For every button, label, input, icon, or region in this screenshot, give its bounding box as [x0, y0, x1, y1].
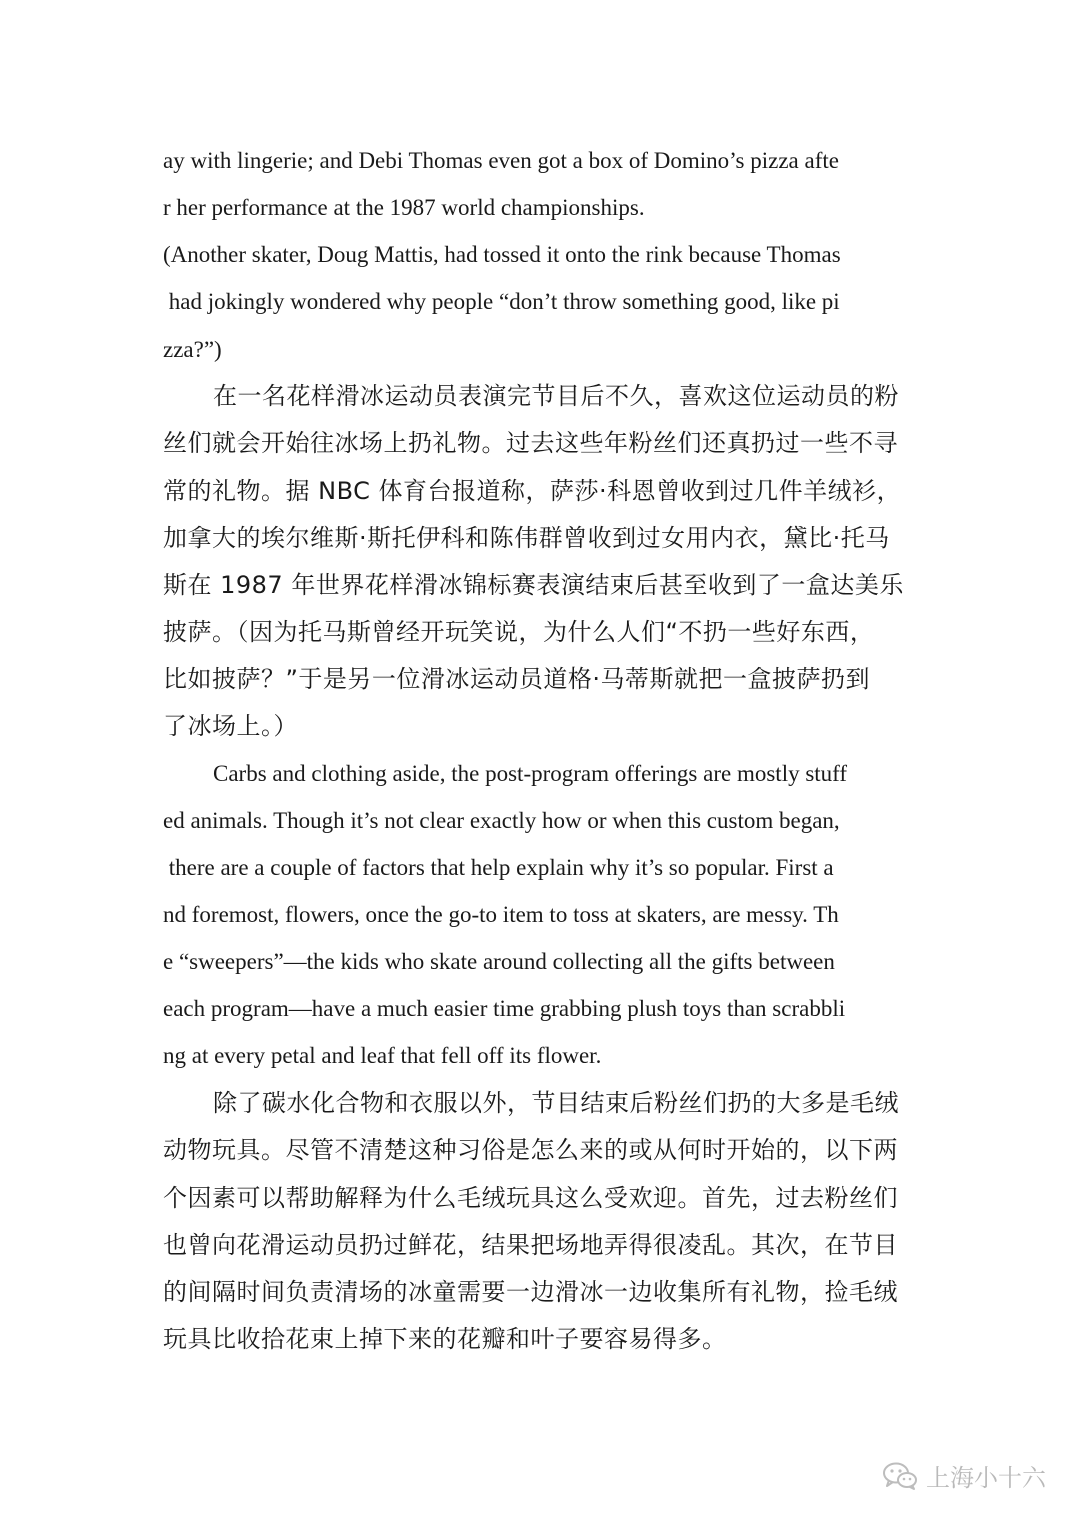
text-line: 常的礼物。据 NBC 体育台报道称，萨莎·科恩曾收到过几件羊绒衫， [163, 477, 902, 505]
text-line: 也曾向花滑运动员扔过鲜花，结果把场地弄得很凌乱。其次，在节目 [163, 1231, 898, 1259]
text-line: Carbs and clothing aside, the post-program offerings are mostly stuff [213, 761, 848, 786]
wechat-icon [882, 1461, 918, 1491]
text-line: 了冰场上。） [163, 712, 298, 740]
text-line: 丝们就会开始往冰场上扔礼物。过去这些年粉丝们还真扔过一些不寻 [163, 429, 898, 457]
text-line: zza?”) [163, 337, 222, 362]
text-line: 加拿大的埃尔维斯·斯托伊科和陈伟群曾收到过女用内衣，黛比·托马 [163, 524, 890, 552]
text-line: 比如披萨？”于是另一位滑冰运动员道格·马蒂斯就把一盒披萨扔到 [163, 665, 871, 693]
watermark [882, 1458, 1046, 1493]
text-line: there are a couple of factors that help explain why it’s so popular. First a [163, 855, 834, 880]
text-line: r her performance at the 1987 world championships. [163, 195, 645, 220]
text-line: 除了碳水化合物和衣服以外，节目结束后粉丝们扔的大多是毛绒 [213, 1089, 899, 1117]
text-line: ed animals. Though it’s not clear exactly how or when this custom began, [163, 808, 840, 833]
text-line: ng at every petal and leaf that fell off its flower. [163, 1043, 602, 1068]
text-line: 披萨。（因为托马斯曾经开玩笑说，为什么人们“不扔一些好东西， [163, 618, 875, 646]
text-line: 个因素可以帮助解释为什么毛绒玩具这么受欢迎。首先，过去粉丝们 [163, 1184, 898, 1212]
text-line: (Another skater, Doug Mattis, had tossed it onto the rink because Thomas [163, 242, 841, 267]
text-line: each program—have a much easier time grabbing plush toys than scrabbli [163, 996, 846, 1021]
text-line: e “sweepers”—the kids who skate around collecting all the gifts between [163, 949, 835, 974]
text-line: 玩具比收拾花束上掉下来的花瓣和叶子要容易得多。 [163, 1325, 727, 1353]
text-line: 的间隔时间负责清场的冰童需要一边滑冰一边收集所有礼物，捡毛绒 [163, 1278, 898, 1306]
text-line: 动物玩具。尽管不清楚这种习俗是怎么来的或从何时开始的，以下两 [163, 1136, 898, 1164]
text-line: 斯在 1987 年世界花样滑冰锦标赛表演结束后甚至收到了一盒达美乐 [163, 571, 904, 599]
text-line: 在一名花样滑冰运动员表演完节目后不久，喜欢这位运动员的粉 [213, 382, 899, 410]
watermark-text: 上海小十六 [926, 1464, 1046, 1492]
text-line: had jokingly wondered why people “don’t throw something good, like pi [163, 289, 840, 314]
text-line: ay with lingerie; and Debi Thomas even got a box of Domino’s pizza afte [163, 148, 839, 173]
text-line: nd foremost, flowers, once the go-to item to toss at skaters, are messy. Th [163, 902, 839, 927]
